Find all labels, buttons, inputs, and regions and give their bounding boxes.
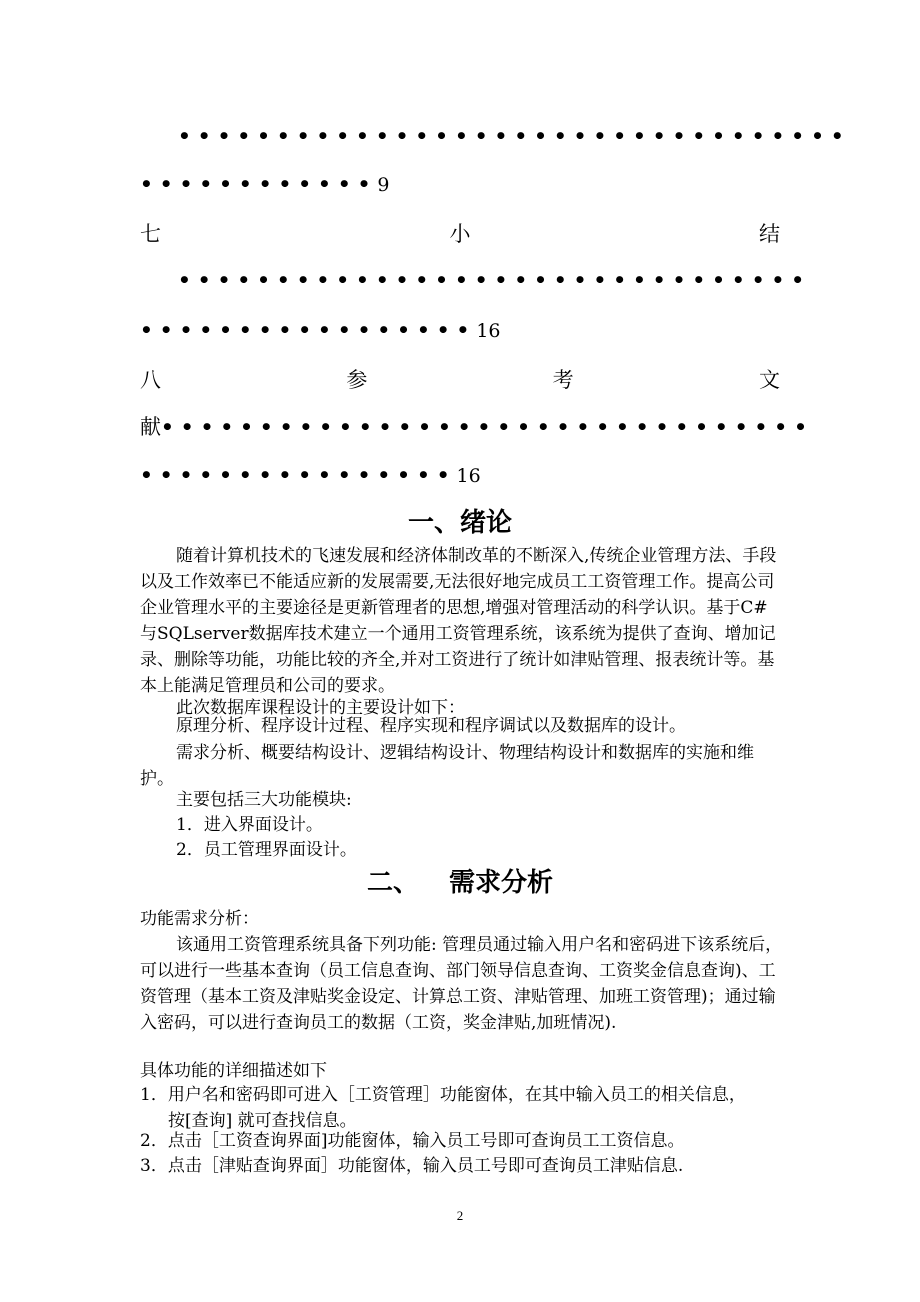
body-paragraph: 此次数据库课程设计的主要设计如下：: [176, 698, 465, 718]
toc-entry-char: 八: [140, 368, 161, 392]
toc-entry-7: [140, 220, 780, 248]
toc-leader-dots: ••••••••••••••••••••••••••••••••: [178, 268, 812, 292]
body-paragraph: 该通用工资管理系统具备下列功能: 管理员通过输入用户名和密码进下该系统后，可以进行一些基本查询（员工信息查询、部门领导信息查询、工资奖金信息查询)、工资管理（基本工资及津贴奖金设定、计算总工资、津贴管理、加班工资管理)；通过输入密码，可以进行查询员工的数据（工资，奖金津贴,加班情况).: [140, 935, 783, 1033]
body-paragraph: 原理分析、程序设计过程、程序实现和程序调试以及数据库的设计。: [176, 716, 686, 736]
subsection-label: 功能需求分析：: [140, 909, 259, 929]
toc-entry-char: 考: [552, 368, 574, 392]
toc-leader-dots: •••••••••••••••••16: [140, 318, 501, 342]
numbered-item: 2．点击［工资查询界面]功能窗体，输入员工号即可查询员工工资信息。: [140, 1131, 685, 1151]
numbered-item: 1．用户名和密码即可进入［工资管理］功能窗体，在其中输入员工的相关信息， 按[查询] 就可查找信息。: [140, 1085, 746, 1131]
toc-page-number: 9: [377, 174, 390, 196]
section-heading-introduction: 一、绪论: [407, 508, 512, 538]
body-paragraph: 随着计算机技术的飞速发展和经济体制改革的不断深入,传统企业管理方法、手段以及工作效率已不能适应新的发展需要,无法很好地完成员工工资管理工作。提高公司企业管理水平的主要途径是更新管理者的思想,增强对管理活动的科学认识。基于C#与SQLserver数据库技术建立一个通用工资管理系统，该系统为提供了查询、增加记录、删除等功能，功能比较的齐全,并对工资进行了统计如津贴管理、报表统计等。基本上能满足管理员和公司的要求。: [140, 546, 777, 696]
toc-entry-char: 小: [449, 222, 471, 246]
body-paragraph: 需求分析、概要结构设计、逻辑结构设计、物理结构设计和数据库的实施和维护。: [140, 743, 754, 789]
list-item: 1．进入界面设计。: [176, 815, 323, 835]
toc-leader-dots: ••••••••••••••••••••••••••••••••••: [178, 124, 851, 148]
page-number: 2: [456, 1208, 464, 1223]
toc-page-number: 16: [456, 465, 481, 487]
numbered-item: 3．点击［津贴查询界面］功能窗体，输入员工号即可查询员工津贴信息.: [140, 1156, 684, 1176]
toc-entry-char: 参: [346, 368, 368, 392]
toc-entry-char: 七: [140, 222, 161, 246]
body-paragraph: 主要包括三大功能模块:: [176, 790, 352, 810]
toc-entry-char: 文: [758, 368, 780, 392]
toc-leader-dots: ••••••••••••9: [140, 172, 390, 196]
toc-leader-dots: ••••••••••••••••16: [140, 463, 481, 487]
list-item: 2．员工管理界面设计。: [176, 840, 357, 860]
toc-entry-8-continuation: 献•••••••••••••••••••••••••••••••••: [140, 415, 814, 439]
detail-heading: 具体功能的详细描述如下: [140, 1061, 327, 1081]
section-heading-requirements: 二、 需求分析: [366, 868, 554, 898]
toc-entry-char: 结: [759, 222, 780, 246]
toc-page-number: 16: [476, 320, 501, 342]
toc-entry-8: [140, 366, 780, 394]
